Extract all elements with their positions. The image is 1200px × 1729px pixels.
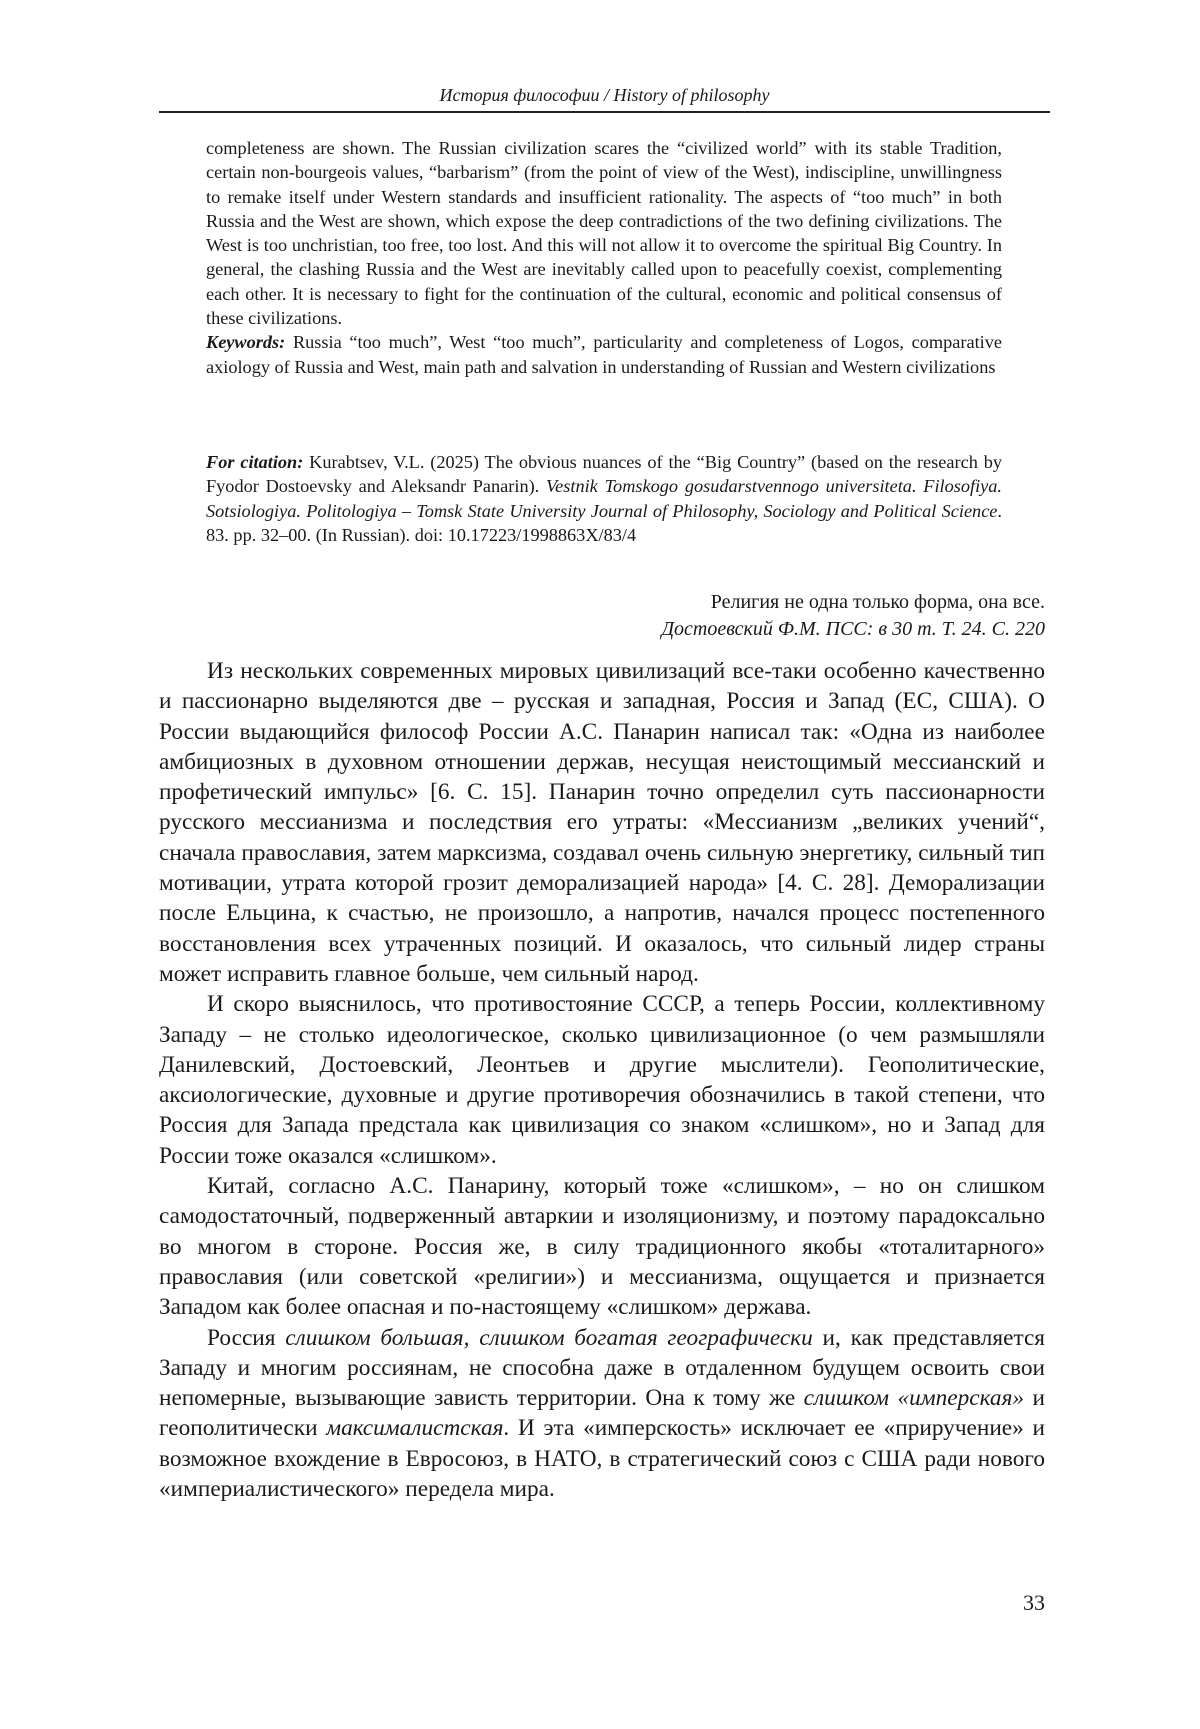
abstract-text: completeness are shown. The Russian civilization scares the “civilized world” with its stable Tradition, certain non-bourgeois values, “barbarism” (from the point of view of the West), indiscipline, unwillingness to remake itself under Western standards and insufficient rationality. The aspects of “too much” in both Russia and the West are shown, which expose the deep contradictions of the two defining civilizations. The West is too unchristian, too free, too lost. And this will not allow it to overcome the spiritual Big Country. In general, the clashing Russia and the West are inevitably called upon to peacefully coexist, complementing each other. It is necessary to fight for the continuation of the cultural, economic and political consensus of these civilizations.: [206, 138, 1002, 329]
epigraph-source: Достоевский Ф.М. ПСС: в 30 т. Т. 24. С. 220: [661, 618, 1045, 640]
p4-segment: и, как представляется Западу и многим россиянам, не способна даже в отдаленном будущем освоить свои непомерные, вызывающие зависть территории. Она к тому же: [159, 1324, 1045, 1412]
citation-journal: Vestnik Tomskogo gosudarstvennogo universiteta. Filosofiya. Sotsiologiya. Politologiya – Tomsk State University Journal of Philosophy, Sociology and Political Science: [206, 476, 1002, 521]
abstract: [206, 136, 1002, 379]
epigraph: [500, 589, 1045, 643]
header-rule: [159, 111, 1050, 113]
citation-part1: Kurabtsev, V.L. (2025) The obvious nuances of the “Big Country” (based on the research by Fyodor Dostoevsky and Aleksandr Panarin).: [206, 452, 1002, 497]
citation-part2: . 83. pp. 32–00. (In Russian). doi: 10.17223/1998863X/83/4: [206, 500, 1002, 545]
p4-segment: . И эта «имперскость» исключает ее «приручение» и возможное вхождение в Евросоюз, в НАТО, в стратегический союз с США ради нового «империалистического» передела мира.: [159, 1415, 1045, 1503]
p4-segment: Россия: [207, 1324, 286, 1351]
p4-italic-segment: слишком «имперская»: [803, 1385, 1025, 1412]
paragraph-1: Из нескольких современных мировых цивилизаций все-таки особенно качественно и пассионарно выделяются две – русская и западная, Россия и Запад (ЕС, США). О России выдающийся философ России А.С. Панарин написал так: «Одна из наиболее амбициозных в духовном отношении держав, несущая неистощимый мессианский и профетический импульс» [6. С. 15]. Панарин точно определил суть пассионарности русского мессианизма и последствия его утраты: «Мессианизм „великих учений“, сначала православия, затем марксизма, создавал очень сильную энергетику, сильный тип мотивации, утрата которой грозит деморализацией народа» [4. С. 28]. Деморализации после Ельцина, к счастью, не произошло, а напротив, начался процесс постепенного восстановления всех утраченных позиций. И оказалось, что сильный лидер страны может исправить главное больше, чем сильный народ.: [159, 658, 1045, 987]
main-text: [159, 656, 1045, 1504]
paragraph-2: И скоро выяснилось, что противостояние СССР, а теперь России, коллективному Западу – не столько идеологическое, сколько цивилизационное (о чем размышляли Данилевский, Достоевский, Леонтьев и другие мыслители). Геополитические, аксиологические, духовные и другие противоречия обозначились в такой степени, что Россия для Запада предстала как цивилизация со знаком «слишком», но и Запад для России тоже оказался «слишком».: [159, 991, 1045, 1169]
p4-segment: и геополитически: [159, 1385, 1045, 1442]
keywords: [206, 330, 1002, 379]
running-head: История философии / History of philosophy: [439, 85, 770, 105]
citation-label: For citation:: [206, 452, 304, 472]
p4-italic-segment: максималистская: [326, 1415, 504, 1442]
p4-italic-segment: слишком большая, слишком богатая географически: [285, 1324, 813, 1351]
paragraph-3: Китай, согласно А.С. Панарину, который тоже «слишком», – но он слишком самодостаточный, подверженный автаркии и изоляционизму, и поэтому парадоксально во многом в стороне. Россия же, в силу традиционного якобы «тоталитарного» православия (или советской «религии») и мессианизма, ощущается и признается Западом как более опасная и по-настоящему «слишком» держава.: [159, 1173, 1045, 1321]
epigraph-quote: Религия не одна только форма, она все.: [710, 591, 1045, 613]
keywords-text: Russia “too much”, West “too much”, particularity and completeness of Logos, comparative axiology of Russia and West, main path and salvation in understanding of Russian and Western civilizations: [206, 332, 1002, 377]
paragraph-4: [159, 1323, 1045, 1505]
keywords-label: Keywords:: [206, 332, 286, 353]
page-number: 33: [1023, 1590, 1045, 1615]
citation: [206, 450, 1002, 547]
